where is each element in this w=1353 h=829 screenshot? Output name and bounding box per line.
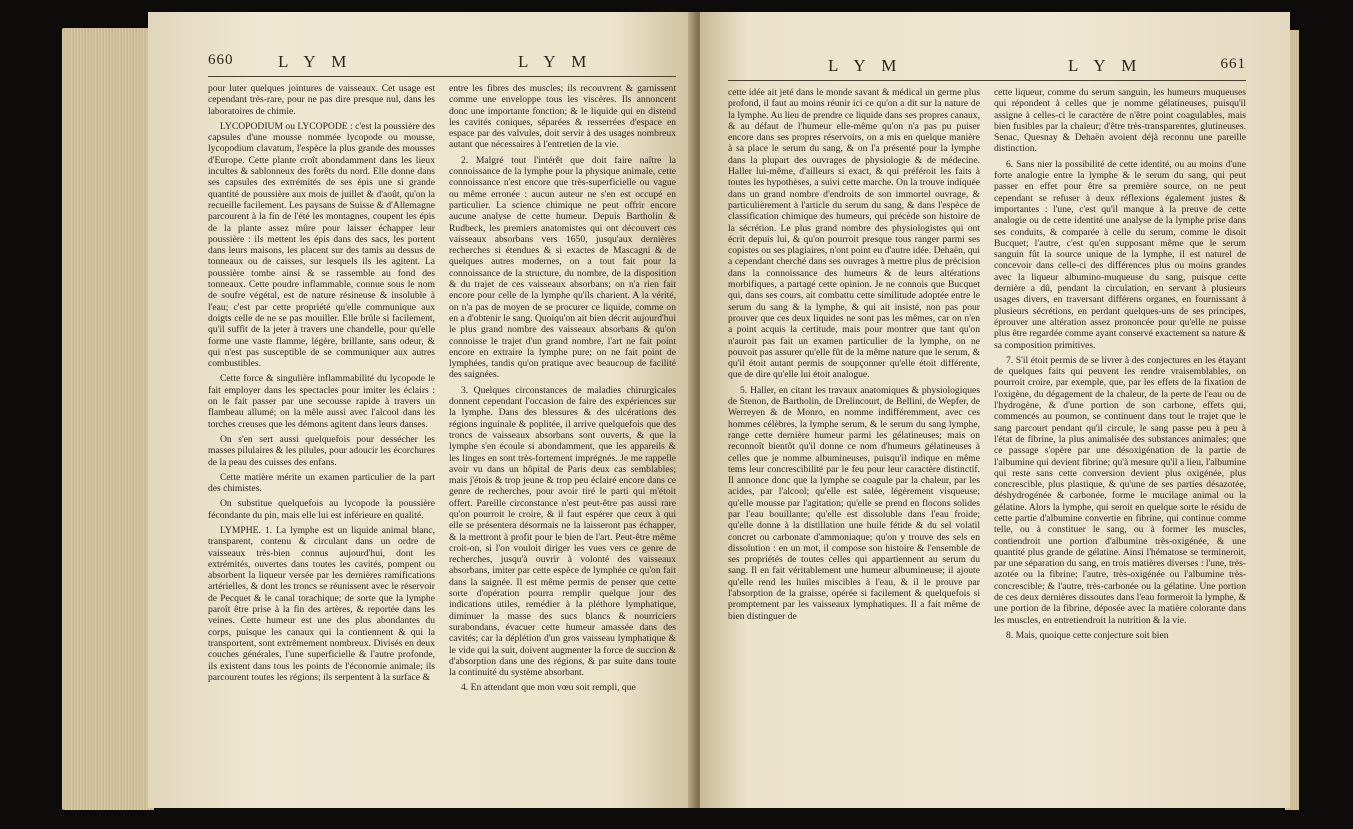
right-heading-left: L Y M: [828, 56, 903, 75]
paragraph: entre les fibres des muscles; ils recouvrent & garnissent comme une enveloppe tous les viscères. Ils annoncent donc une importante fonction; & le liquide qui en distend les cavités coniques, séparées & resserrées d'espace en espace par des valvules, doit servir à des usages nombreux autant que nécessaires à l'entretien de la vie.: [449, 83, 676, 151]
right-page: [700, 12, 1290, 808]
paragraph: 8. Mais, quoique cette conjecture soit bien: [1006, 629, 1169, 641]
paragraph: LYCOPODIUM ou LYCOPODE : c'est la poussière des capsules d'une mousse nommée lycopode ou mousse, lycopodium clavatum, l'espèce la plus grande des mousses d'Europe. Cette plante croît abondamment dans les lieux incultes & sablonneux des forêts du nord. Elle donne dans ses capsules des extrémités de ses épis une si grande quantité de poussière aux mois de juillet & d'août, qu'on la recueille facilement. Les paysans de Suisse & d'Allemagne parcourent à la fin de l'été les montagnes, coupent les épis de la plante assez mûre pour laisser échapper leur poussière : ils mettent les épis dans des sacs, les portent dans leurs maisons, les placent sur des tamis au dessus de tonneaux ou de caisses, sur lesquels ils les agitent. La poussière tombe ainsi & se rassemble au fond des tonneaux. Cette poudre inflammable, connue sous le nom de soufre végétal, est de nature résineuse & insoluble à l'eau; c'est par cette propriété qu'elle communique aux doigts celle de ne se pas mouiller. Elle brûle si facilement, qu'il suffit de la jeter à travers une chandelle, pour qu'elle forme une vaste flamme, légère, brillante, sans odeur, & qui n'est pas susceptible de se communiquer aux autres combustibles.: [208, 120, 435, 370]
left-heading-left: L Y M: [278, 52, 353, 71]
left-running-head: [208, 52, 676, 77]
paragraph: cette liqueur, comme du serum sanguin, les humeurs muqueuses qui répondent à celles que je nomme gélatineuses, puisqu'il assigne à celles-ci le caractère de n'être point coagulables, mais bien fusibles par la chaleur; d'être très-transparentes, glutineuses. Senac, Quesnay & Dehaën avoient déjà reconnu une pareille distinction.: [994, 87, 1246, 155]
paragraph: Cette matière mérite un examen particulier de la part des chimistes.: [208, 471, 435, 495]
paragraph: cette idée ait jeté dans le monde savant & médical un germe plus profond, il faut au moins réunir ici ce qu'on a dit sur la nature de la lymphe. Au lieu de prendre ce liquide dans ses propres canaux, & au défaut de l'humeur elle-même qu'on n'a pas pu puiser encore dans ses propres réservoirs, on a mis en quelque manière à sa place le serum du sang, & on l'a présenté pour la lymphe dans la plupart des ouvrages de physiologie & de médecine. Haller lui-même, d'ailleurs si exact, & qui préféroit les faits à toutes les hypothèses, a suivi cette marche. On la trouve indiquée dans un grand nombre d'endroits de son immortel ouvrage, & particulièrement à l'article du serum du sang, & dans l'espèce de classification chimique des humeurs, qui précède son histoire de la sécrétion. Le plus grand nombre des physiologistes qui ont écrit depuis lui, & qu'on pourroit presque tous ranger parmi ses copistes ou ses plagiaires, n'ont point eu d'autre idée. Dehaën, qui a cependant cherché dans ses ouvrages à mettre plus de précision dans la connoissance des humeurs & de leurs altérations morbifiques, a partagé cette opinion. Je ne connois que Bucquet qui, dans ses cours, ait combattu cette similitude adoptée entre le serum du sang & la lymphe, & qui ait insisté, non pas pour prouver que ces deux liquides ne sont pas les mêmes, car on n'en a point acquis la certitude, mais pour montrer que tant qu'on n'auroit pas fait un examen particulier de la lymphe, on ne pouvoit pas assurer qu'elle fût de la même nature que le serum, & qu'il étoit autant permis de soupçonner qu'elle étoit différente, que de dire qu'elle lui étoit analogue.: [728, 87, 980, 381]
paragraph: pour luter quelques jointures de vaisseaux. Cet usage est cependant très-rare, pour ne pas dire presque nul, dans les laboratoires de chimie.: [208, 83, 435, 117]
right-running-head: [728, 56, 1246, 81]
left-column-2: [449, 83, 676, 698]
paragraph: LYMPHE. 1. La lymphe est un liquide animal blanc, transparent, contenu & circulant dans un ordre de vaisseaux très-bien connus aujourd'hui, dont les extrémités, ouvertes dans toutes les cavités, pompent ou absorbent la liqueur versée par les dernières ramifications artérielles, & dont les troncs se réunissent avec le réservoir de Pecquet & le canal torachique; de sorte que la lymphe paroît être prise à la fin des artères, & reportée dans les veines. Cette humeur est une des plus abondantes du corps, puisque les canaux qui la contiennent & qui la transportent, sont extrêmement nombreux. Divisés en deux couches générales, l'une superficielle & l'autre profonde, ils existent dans tous les points de l'économie animale; ils parcourent toutes les régions; ils serpentent à la surface &: [208, 524, 435, 683]
paragraph: On substitue quelquefois au lycopode la poussière fécondante du pin, mais elle lui est inférieure en qualité.: [208, 498, 435, 521]
paragraph: 3. Quelques circonstances de maladies chirurgicales donnent cependant l'occasion de faire des expériences sur la lymphe. Dans des blessures & des ulcérations des régions inguinale & poplitée, il arrive quelquefois que des troncs de vaisseaux absorbans sont ouverts, & que la lymphe s'en écoule si abondamment, que les appareils & les linges en sont très-fortement imprégnés. Je me rappelle avoir vu dans un hôpital de Paris deux cas semblables; mais j'étois & trop jeune & trop peu éclairé encore dans ce genre de recherches, pour avoir tiré le parti qui m'étoit offert. Pareille circonstance n'est peut-être pas aussi rare qu'on pourroit le croire, & il faut espérer que ceux à qui elle se présentera désormais ne la laisseront pas échapper, & la mettront à profit pour le bien de l'art. Peut-être même croit-on, si l'on vouloit diriger les vues vers ce genre de recherches, jusqu'à ouvrir à volonté des vaisseaux absorbans, imiter par cette espèce de lymphée ce qu'on fait dans la saignée. Il est même permis de penser que cette sorte d'opération pourra remplir quelque jour des indications utiles, remédier à la pléthore lymphatique, diminuer la masse des sucs blancs & nourriciers surabondans, évacuer cette humeur amassée dans des cavités; car la déplétion d'un gros vaisseau lymphatique & le vide qui la suit, doivent augmenter la force de succion & d'absorption dans une des régions, & par suite dans toute la continuité du système absorbant.: [449, 384, 676, 679]
right-heading-center: L Y M: [1068, 56, 1143, 75]
paragraph: 2. Malgré tout l'intérêt que doit faire naître la connoissance de la lymphe pour la physique animale, cette connoissance n'est encore que très-superficielle ou vague ou même erronée : aucun auteur ne s'en est occupé en particulier. La science chimique ne peut offrir encore aucune analyse de cette humeur. Depuis Bartholin & Rudbeck, les premiers anatomistes qui ont découvert ces vaisseaux absorbans vers 1650, jusqu'aux dernières recherches si étendues & si exactes de Mascagni & de quelques autres modernes, on a tout fait pour la connoissance de la structure, du nombre, de la disposition & du trajet de ces vaisseaux absorbans; on n'a rien fait encore pour celle de la lymphe qu'ils charient. A la vérité, on n'a pas de moyen de se procurer ce liquide, comme on en a d'obtenir le sang. Quoiqu'on ait bien décrit aujourd'hui le plus grand nombre des vaisseaux absorbans & qu'on connoisse le trajet d'un grand nombre, l'art ne fait point encore en extraire la lymphe pure; on ne fait point de lymphées, tandis qu'on pratique avec beaucoup de facilité des saignées.: [449, 154, 676, 381]
paragraph: 6. Sans nier la possibilité de cette identité, ou au moins d'une forte analogie entre la lymphe & le serum du sang, qui peut passer en effet pour être sa première source, on ne peut cependant se refuser à deux réflexions également justes & importantes : l'une, c'est qu'il manque à la preuve de cette analogie ou de cette identité une analyse de la lymphe prise dans ses conduits, & comparée à celle du serum, comme le disoit Bucquet; l'autre, c'est qu'en supposant même que le serum sanguin fût la source unique de la lymphe, il est naturel de concevoir dans celle-ci des différences plus ou moins grandes avec la liqueur albumino-muqueuse du sang, puisque cette dernière a dû, pendant la circulation, en servant à plusieurs usages divers, en traversant différens organes, en fournissant à plusieurs sécrétions, en perdant quelques-uns de ses principes, éprouver une altération assez prononcée pour qu'elle ne puisse plus être regardée comme ayant conservé exactement sa nature & sa composition primitives.: [994, 158, 1246, 351]
left-page-number: 660: [208, 52, 234, 68]
left-heading-center: L Y M: [518, 52, 593, 71]
page-block-edge-left: [62, 28, 154, 810]
right-column-1: [728, 87, 980, 645]
paragraph: 5. Haller, en citant les travaux anatomiques & physiologiques de Stenon, de Bartholin, de Drelincourt, de Bellini, de Wepfer, de Werreyen & de Monro, en nomme indifféremment, avec ces hommes célèbres, la lymphe serum, & le serum du sang lymphe, range cette dernière humeur parmi les gélatineuses; mais on reconnoît bientôt qu'il donne ce nom d'humeurs gélatineuses à celles que je nomme albumineuses, puisqu'il indique en même tems leur concrescibilité par le feu pour leur caractère distinctif. Il annonce donc que la lymphe se coagule par la chaleur, par les acides, par l'alcool; qu'elle est salée, légèrement visqueuse; qu'elle mousse par l'agitation; qu'elle se prend en flocons solides par l'eau bouillante; qu'elle est dissoluble dans l'eau froide; qu'elle donne à la distillation une huile fétide & du sel volatil concret ou carbonate d'ammoniaque; qu'on y trouve des sels en dissolution : en un mot, il compose son histoire & l'ensemble de ses propriétés de toutes celles qui appartiennent au serum du sang. Il en fait véritablement une humeur albumineuse; il ajoute qu'elle rend les huiles miscibles à l'eau, & il le prouve par l'absorption de la graisse, opérée si facilement & quelquefois si promptement par les vaisseaux lymphatiques. Il a fait même de bien distinguer de: [728, 384, 980, 622]
paragraph: On s'en sert aussi quelquefois pour dessécher les masses pilulaires & les pilules, pour adoucir les écorchures de la peau des cuisses des enfans.: [208, 433, 435, 468]
right-column-2: [994, 87, 1246, 645]
right-page-number: 661: [1220, 56, 1246, 72]
left-page: [148, 12, 696, 808]
paragraph: Cette force & singulière inflammabilité du lycopode le fait employer dans les spectacles pour imiter les éclairs : on le fait passer par une secousse rapide à travers un flambeau allumé; on la mêle aussi avec l'alcool dans les torches creuses que les démons agitent dans leurs danses.: [208, 373, 435, 430]
paragraph: 4. En attendant que mon vœu soit rempli, que: [461, 682, 636, 694]
paragraph: 7. S'il étoit permis de se livrer à des conjectures en les étayant de quelques faits qui peuvent les rendre vraisemblables, on pourroit croire, par exemple, que, par les effets de la fixation de l'oxigène, du dégagement de la chaleur, de la perte de l'eau ou de l'hydrogène, & d'une portion de son carbone, effets qui, commencés au poumon, se continuent dans tout le trajet que le sang parcourt pendant qu'il circule, le sang passe peu à peu à l'état de fibrine, la plus animalisée des substances animales; que ce passage s'opère par une désoxigénation de la partie de l'albumine qui devient fibrine; qu'à mesure qu'il a lieu, l'albumine qui reste sans cette conversion devient plus oxigénée, plus concrescible, plus plastique, & qu'une de ses parties désazotée, déshydrogénée & carbonée, forme le mucilage animal ou la gélatine. Alors la lymphe, qui seroit en quelque sorte le résidu de cette partie d'albumine convertie en fibrine, qui continue comme telle, ou à constituer le sang, ou à former les muscles, contiendroit une portion d'albumine très-oxigénée, & une quantité plus grande de gélatine. Ainsi l'hématose se termineroit, par une séparation du sang, en trois matières diverses : l'une, très-azotée ou la fibrine; l'autre, très-oxigénée ou l'albumine très-concrescible; & l'autre, très-carbonée ou la gélatine. Une portion de ces deux dernières dissoutes dans l'eau formeroit la lymphe, & une portion de la fibrine, déposée avec la matière colorante dans les muscles, en entretiendroit la nutrition & la vie.: [994, 354, 1246, 626]
left-column-1: [208, 83, 435, 698]
